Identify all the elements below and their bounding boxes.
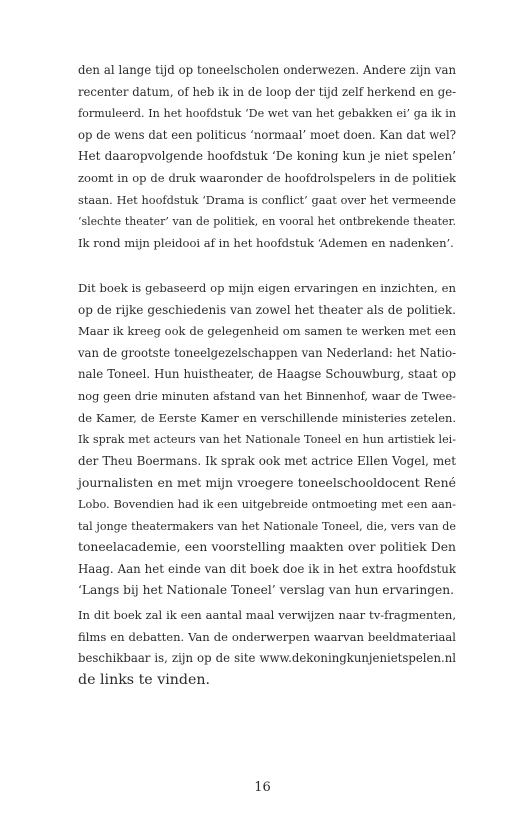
text-line: op de wens dat een politicus ‘normaal’ moet doen. Kan dat wel? — [78, 127, 456, 142]
text-line: staan. Het hoofdstuk ‘Drama is conflict’ gaat over het vermeende — [78, 192, 456, 207]
paragraph-2 — [78, 278, 456, 602]
text-line: de Kamer, de Eerste Kamer en verschillende ministeries zetelen. — [78, 410, 456, 425]
text-line: recenter datum, of heb ik in de loop der tijd zelf herkend en ge- — [78, 84, 456, 99]
text-line: Ik sprak met acteurs van het Nationale Toneel en hun artistiek lei- — [78, 433, 456, 447]
text-line: nog geen drie minuten afstand van het Binnenhof, waar de Twee- — [78, 388, 456, 403]
text-line: Lobo. Bovendien had ik een uitgebreide ontmoeting met een aan- — [78, 497, 456, 511]
paragraph-1 — [78, 60, 456, 254]
paragraph-3 — [78, 605, 456, 691]
text-line: In dit boek zal ik een aantal maal verwijzen naar tv-fragmenten, — [78, 608, 456, 622]
text-line: tal jonge theatermakers van het Nationale Toneel, die, vers van de — [78, 519, 456, 533]
text-line: Dit boek is gebaseerd op mijn eigen ervaringen en inzichten, en — [78, 281, 456, 295]
text-line: journalisten en met mijn vroegere toneelschooldocent René — [78, 475, 456, 491]
text-line: ‘slechte theater’ van de politiek, en vooral het ontbrekende theater. — [78, 215, 456, 229]
text-line: den al lange tijd op toneelscholen onderwezen. Andere zijn van — [78, 63, 456, 77]
text-line: formuleerd. In het hoofdstuk ‘De wet van het gebakken ei’ ga ik in — [78, 107, 456, 121]
text-line: der Theu Boermans. Ik sprak ook met actrice Ellen Vogel, met — [78, 453, 456, 468]
text-line: films en debatten. Van de onderwerpen waarvan beeldmateriaal — [78, 629, 456, 644]
text-line: ‘Langs bij het Nationale Toneel’ verslag van hun ervaringen. — [78, 583, 455, 598]
text-line: Haag. Aan het einde van dit boek doe ik in het extra hoofdstuk — [78, 561, 456, 576]
text-line: Ik rond mijn pleidooi af in het hoofdstuk ‘Ademen en nadenken’. — [78, 235, 454, 250]
text-line: zoomt in op de druk waaronder de hoofdrolspelers in de politiek — [78, 170, 456, 185]
text-line: van de grootste toneelgezelschappen van Nederland: het Natio- — [78, 345, 456, 360]
text-line: Het daaropvolgende hoofdstuk ‘De koning kun je niet spelen’ — [78, 149, 456, 164]
text-line: toneelacademie, een voorstelling maakten over politiek Den — [78, 540, 456, 555]
text-line: nale Toneel. Hun huistheater, de Haagse Schouwburg, staat op — [78, 367, 456, 382]
text-line: Maar ik kreeg ook de gelegenheid om samen te werken met een — [78, 324, 456, 339]
text-line: op de rijke geschiedenis van zowel het theater als de politiek. — [78, 302, 456, 317]
text-line: beschikbaar is, zijn op de site www.dekoningkunjenietspelen.nl — [78, 651, 456, 666]
text-line: de links te vinden. — [78, 671, 211, 688]
page-number: 16 — [254, 780, 271, 795]
